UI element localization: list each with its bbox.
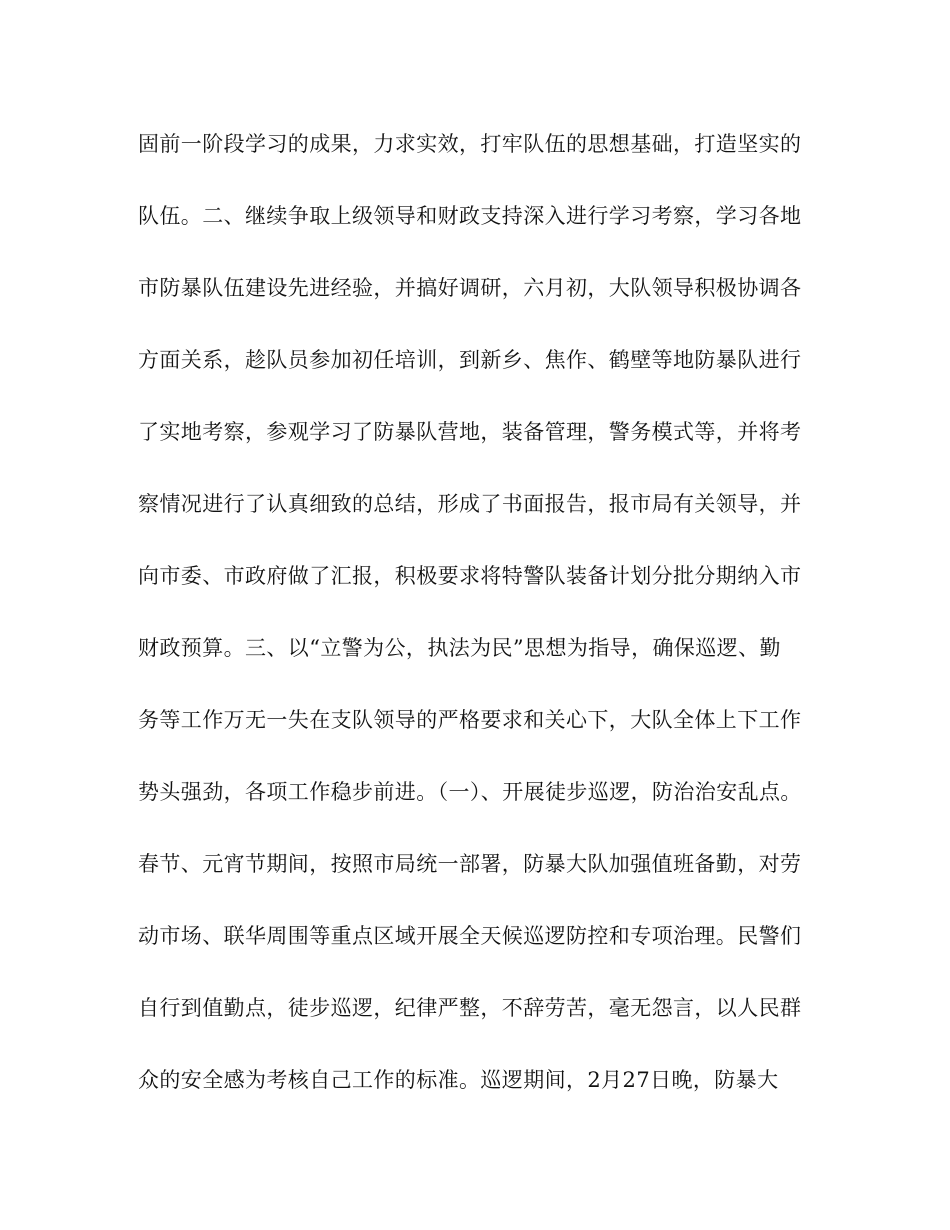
- text-line: 春节、元宵节期间，按照市局统一部署，防暴大队加强值班备勤，对劳: [138, 852, 802, 876]
- text-line: 众的安全感为考核自己工作的标准。巡逻期间，2月27日晚，防暴大: [138, 1068, 779, 1092]
- text-line: 察情况进行了认真细致的总结，形成了书面报告，报市局有关领导，并: [138, 492, 802, 516]
- text-line: 自行到值勤点，徒步巡逻，纪律严整，不辞劳苦，毫无怨言，以人民群: [138, 996, 802, 1020]
- text-line: 方面关系，趁队员参加初任培训，到新乡、焦作、鹤壁等地防暴队进行: [138, 348, 802, 372]
- text-line: 财政预算。三、以“立警为公，执法为民”思想为指导，确保巡逻、勤: [138, 636, 781, 660]
- text-line: 务等工作万无一失在支队领导的严格要求和关心下，大队全体上下工作: [138, 708, 802, 732]
- text-line: 动市场、联华周围等重点区域开展全天候巡逻防控和专项治理。民警们: [138, 924, 802, 948]
- body-text: [138, 122, 838, 1130]
- text-line: 固前一阶段学习的成果，力求实效，打牢队伍的思想基础，打造坚实的: [138, 132, 802, 156]
- text-line: 队伍。二、继续争取上级领导和财政支持深入进行学习考察，学习各地: [138, 204, 802, 228]
- text-line: 向市委、市政府做了汇报，积极要求将特警队装备计划分批分期纳入市: [138, 564, 802, 588]
- text-line: 了实地考察，参观学习了防暴队营地，装备管理，警务模式等，并将考: [138, 420, 802, 444]
- text-line: 市防暴队伍建设先进经验，并搞好调研，六月初，大队领导积极协调各: [138, 276, 802, 300]
- text-line: 势头强劲，各项工作稳步前进。（一）、开展徒步巡逻，防治治安乱点。: [138, 780, 802, 804]
